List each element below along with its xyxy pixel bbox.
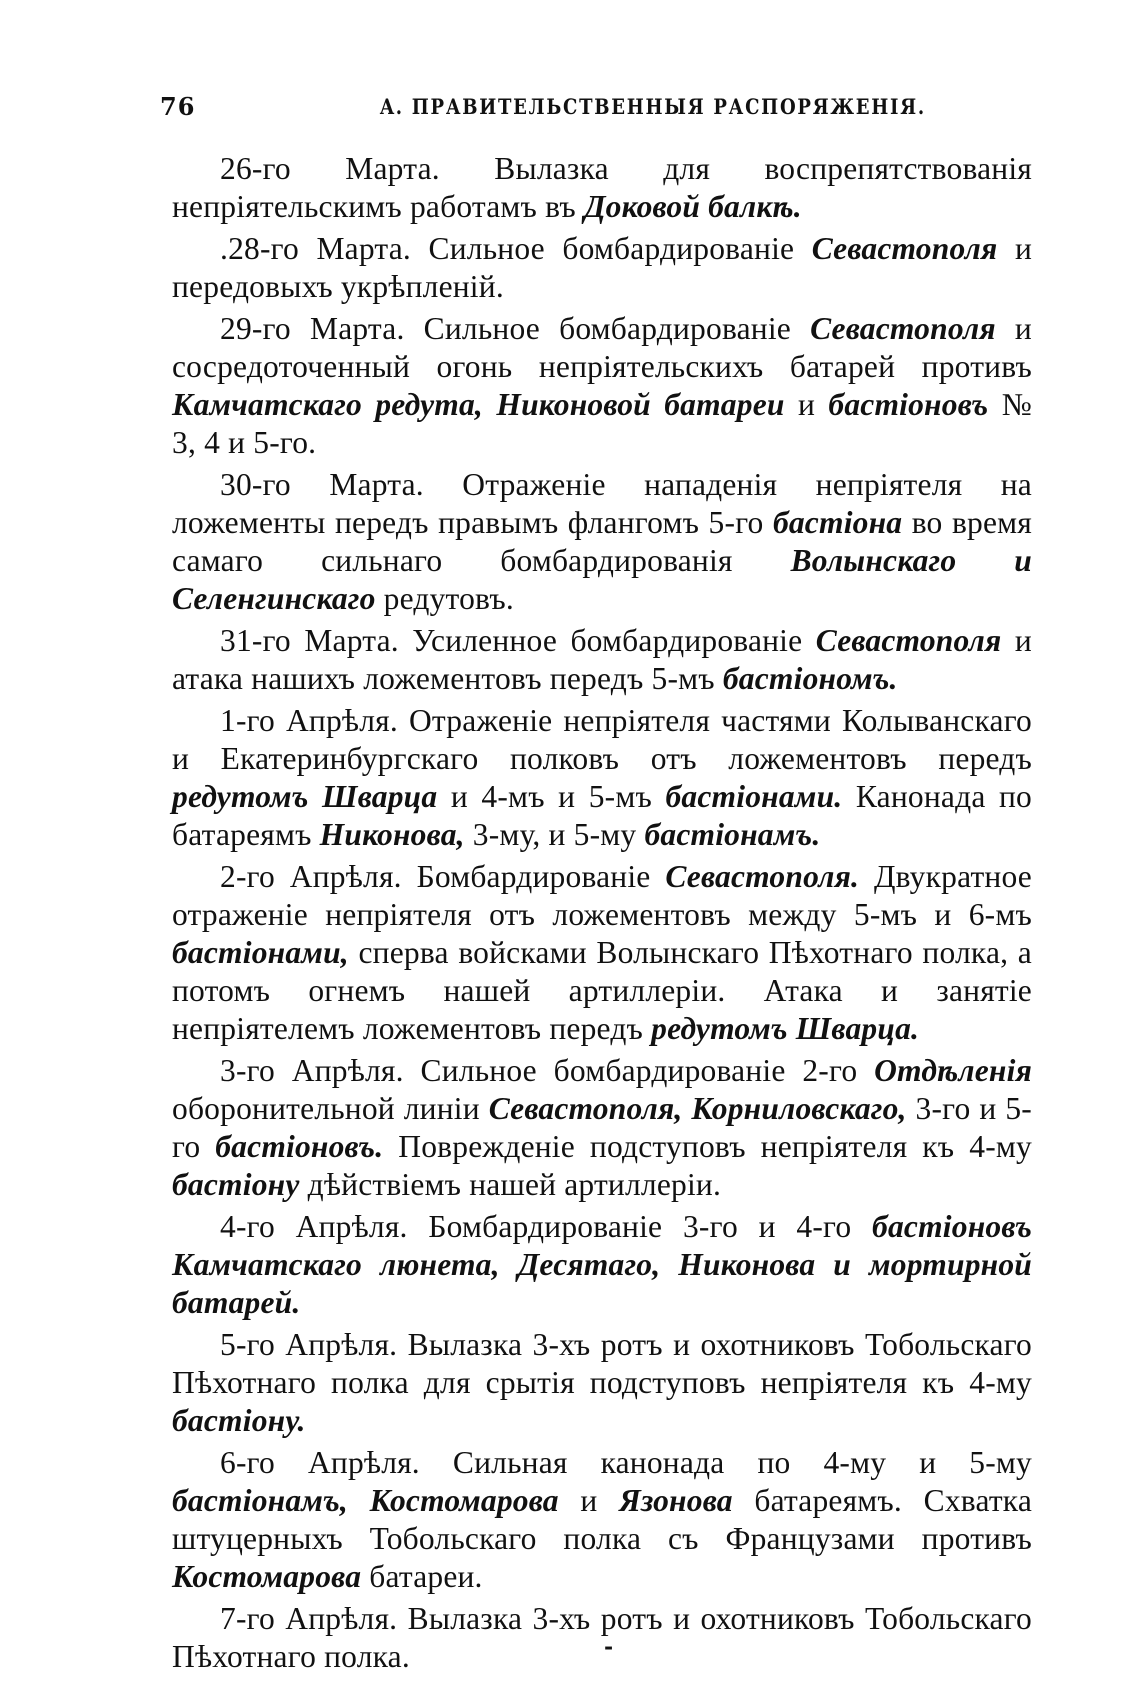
entry-text: Двукратное отраженіе непріятеля отъ ложементовъ между 5-мъ и 6-мъ [172,859,1032,932]
entry-italic-text: бастіоновъ Камчатскаго люнета, Десятаго, Никонова и мортирной батарей. [172,1209,1032,1320]
entry-italic-text: редутомъ Шварца. [651,1011,920,1046]
chronicle-entry [172,702,1032,854]
entry-text: Сильная канонада по 4-му и 5-му [419,1445,1032,1480]
chronicle-entry [172,1600,1032,1676]
entry-text: и [558,1483,620,1518]
entry-date: 2-го Апрѣля. [220,859,402,894]
page-header [160,92,1020,132]
entry-italic-text: Севастополя, Корниловскаго, [488,1091,907,1126]
entry-italic-text: бастіоновъ [828,387,989,422]
entry-date: 1-го Апрѣля. [220,703,398,738]
chronicle-entry [172,622,1032,698]
chronicle-entry [172,466,1032,618]
chronicle-entry [172,230,1032,306]
entry-italic-text: бастіонамъ. [644,817,821,852]
entry-text: Бомбардированіе 3-го и 4-го [407,1209,873,1244]
entry-date: 5-го Апрѣля. [220,1327,398,1362]
entry-italic-text: Никонова, [319,817,465,852]
footer-mark: - [604,1634,614,1660]
page-number: 76 [160,92,196,121]
entry-text: во время самаго сильнаго бомбардированія [172,505,1032,578]
chronicle-entry [172,858,1032,1048]
entry-date: 6-го Апрѣля. [220,1445,420,1480]
entry-date: .28-го Марта. [220,231,411,266]
entry-date: 31-го Марта. [220,623,399,658]
entry-italic-text: бастіонамъ, Костомарова [172,1483,559,1518]
entry-text: и передовыхъ укрѣпленій. [172,231,1033,304]
chronicle-entry [172,1208,1032,1322]
entry-text: Канонада по батареямъ [172,779,1033,852]
chronicle-entry [172,150,1032,226]
entry-italic-text: Доковой балкѣ. [583,189,802,224]
entry-italic-text: Севастополя [810,311,996,346]
entry-text: и 4-мъ и 5-мъ [437,779,666,814]
entry-italic-text: редутомъ Шварца [172,779,438,814]
entry-text: сперва войсками Волынскаго Пѣхотнаго полка, а потомъ огнемъ нашей артиллеріи. Атака и занятіе непріятелемъ ложементовъ передъ [172,935,1032,1046]
entry-italic-text: Костомарова [172,1559,362,1594]
entry-date: 26-го Марта. [220,151,440,186]
entry-text: № 3, 4 и 5-го. [172,387,1032,460]
entry-text: батареи. [361,1559,483,1594]
entry-text: Отраженіе нападенія непріятеля на ложементы передъ правымъ флангомъ 5-го [172,467,1032,540]
entry-italic-text: Камчатскаго редута, Никоновой батареи [172,387,785,422]
entry-text: редутовъ. [375,581,514,616]
entry-italic-text: бастіонами. [665,779,843,814]
entry-italic-text: бастіону. [172,1403,306,1438]
entry-italic-text: Волынскаго и Селенгинскаго [172,543,1032,616]
entry-text: Отраженіе непріятеля частями Колыванскаго и Екатеринбургскаго полковъ отъ ложементовъ передъ [172,703,1032,776]
chronicle-entry [172,1052,1032,1204]
entry-text: Сильное бомбардированіе 2-го [403,1053,875,1088]
entry-text: Вылазка 3-хъ ротъ и охотниковъ Тобольскаго Пѣхотнаго полка. [172,1601,1032,1674]
entry-text: дѣйствіемъ нашей артиллеріи. [299,1167,722,1202]
entry-italic-text: бастіонами, [172,935,349,970]
entry-italic-text: бастіономъ. [722,661,898,696]
chronicle-body [172,150,1032,1680]
entry-text: и [784,387,829,422]
entry-text: Вылазка для воспрепятствованія непріятельскимъ работамъ въ [172,151,1032,224]
entry-date: 4-го Апрѣля. [220,1209,408,1244]
entry-date: 30-го Марта. [220,467,424,502]
entry-italic-text: Севастополя [815,623,1002,658]
entry-text: и атака нашихъ ложементовъ передъ 5-мъ [172,623,1032,696]
entry-text: и сосредоточенный огонь непріятельскихъ батарей противъ [172,311,1032,384]
chronicle-entry [172,310,1032,462]
entry-text: Вылазка 3-хъ ротъ и охотниковъ Тобольскаго Пѣхотнаго полка для срытія подступовъ непріятеля къ 4-му [172,1327,1032,1400]
entry-italic-text: Севастополя. [665,859,860,894]
chronicle-entry [172,1326,1032,1440]
entry-italic-text: Язонова [619,1483,733,1518]
entry-date: 7-го Апрѣля. [220,1601,398,1636]
entry-italic-text: Отдѣленія [874,1053,1032,1088]
entry-italic-text: бастіону [172,1167,300,1202]
entry-text: Сильное бомбардированіе [404,311,811,346]
entry-text: 3-му, и 5-му [464,817,645,852]
entry-date: 3-го Апрѣля. [220,1053,404,1088]
entry-text: Усиленное бомбардированіе [398,623,816,658]
running-head: A. ПРАВИТЕЛЬСТВЕННЫЯ РАСПОРЯЖЕНІЯ. [380,94,926,119]
entry-text: Бомбардированіе [401,859,666,894]
entry-text: оборонительной линіи [172,1091,489,1126]
entry-italic-text: бастіоновъ. [215,1129,384,1164]
entry-text: 3-го и 5-го [172,1091,1032,1164]
entry-date: 29-го Марта. [220,311,405,346]
entry-italic-text: бастіона [772,505,903,540]
chronicle-entry [172,1444,1032,1596]
entry-text: Поврежденіе подступовъ непріятеля къ 4-му [383,1129,1032,1164]
entry-text: батареямъ. Схватка штуцерныхъ Тобольскаго полка съ Французами противъ [172,1483,1032,1556]
entry-italic-text: Севастополя [811,231,998,266]
entry-text: Сильное бомбардированіе [411,231,812,266]
